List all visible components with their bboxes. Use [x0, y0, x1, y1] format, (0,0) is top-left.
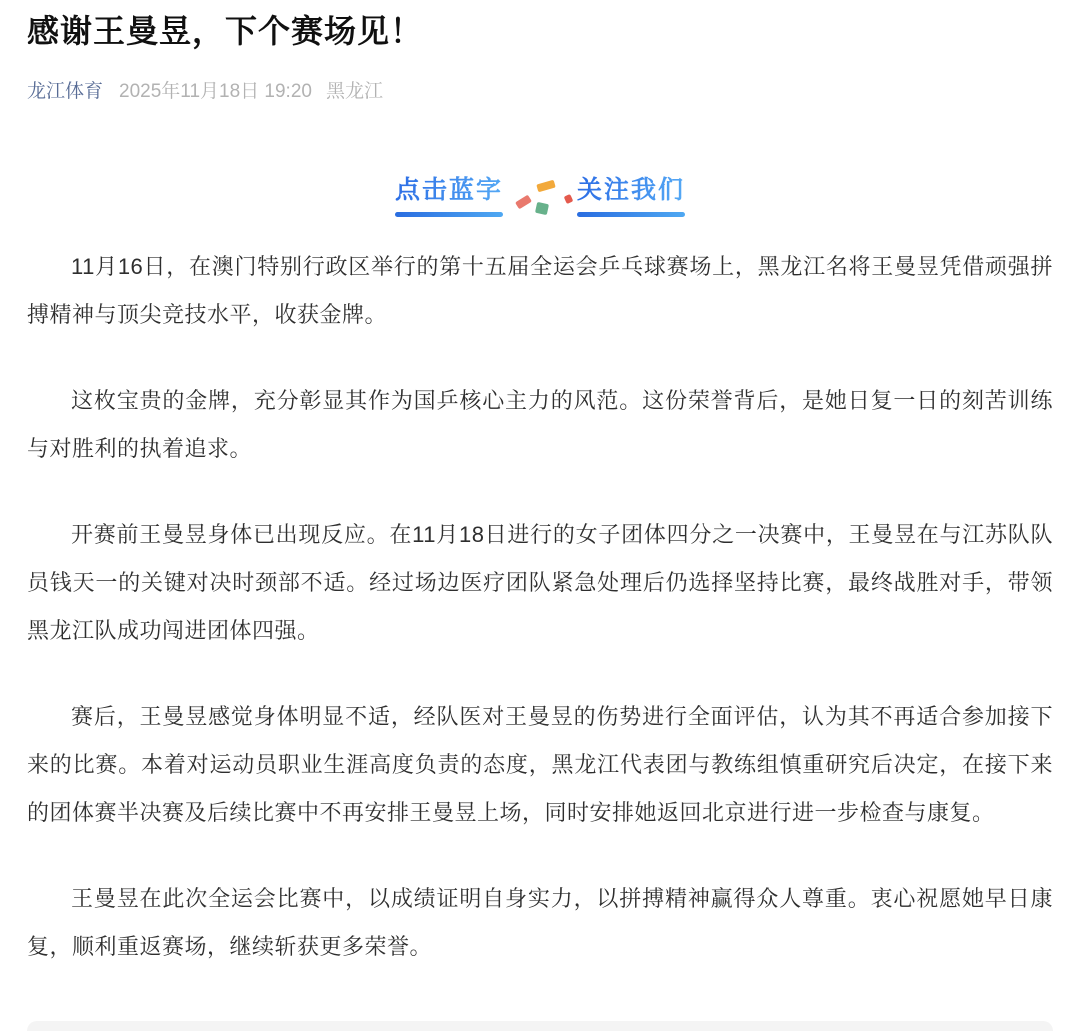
article-title: 感谢王曼昱，下个赛场见！: [27, 13, 424, 49]
confetti-orange-icon: [536, 180, 556, 193]
banner-right-label: 关注我们: [577, 176, 686, 204]
confetti-decoration: [511, 177, 569, 217]
banner-left-label: 点击蓝字: [394, 176, 503, 204]
publish-location: 黑龙江: [325, 81, 383, 102]
paragraph-4: 赛后，王曼昱感觉身体明显不适，经队医对王曼昱的伤势进行全面评估，认为其不再适合参加接下来的比赛。本着对运动员职业生涯高度负责的态度，黑龙江代表团与教练组慎重研究后决定，在接下来的团体赛半决赛及后续比赛中不再安排王曼昱上场，同时安排她返回北京进行进一步检查与康复。: [27, 704, 1053, 825]
publish-date: 2025年11月18日 19:20: [119, 81, 312, 102]
banner-underline-right: [577, 212, 685, 217]
banner-underline-left: [395, 212, 503, 217]
next-content-card-edge: [27, 1021, 1053, 1031]
byline: [27, 79, 1053, 105]
paragraph-3: 开赛前王曼昱身体已出现反应。在11月18日进行的女子团体四分之一决赛中，王曼昱在与江苏队队员钱天一的关键对决时颈部不适。经过场边医疗团队紧急处理后仍选择坚持比赛，最终战胜对手，带领黑龙江队成功闯进团体四强。: [27, 522, 1053, 643]
confetti-green-icon: [535, 202, 549, 215]
paragraph-2: 这枚宝贵的金牌，充分彰显其作为国乒核心主力的风范。这份荣誉背后，是她日复一日的刻苦训练与对胜利的执着追求。: [27, 388, 1053, 461]
author-link[interactable]: 龙江体育: [27, 81, 104, 102]
confetti-red-icon: [564, 194, 574, 204]
follow-banner: [27, 175, 1053, 217]
paragraph-1: 11月16日，在澳门特别行政区举行的第十五届全运会乒乓球赛场上，黑龙江名将王曼昱凭借顽强拼搏精神与顶尖竞技水平，收获金牌。: [27, 254, 1053, 327]
banner-follow-us[interactable]: [577, 175, 685, 217]
confetti-salmon-icon: [515, 195, 532, 210]
paragraph-5: 王曼昱在此次全运会比赛中，以成绩证明自身实力，以拼搏精神赢得众人尊重。衷心祝愿她早日康复，顺利重返赛场，继续斩获更多荣誉。: [27, 886, 1053, 959]
banner-click-blue-text[interactable]: [395, 175, 503, 217]
article-body: [27, 243, 1053, 971]
